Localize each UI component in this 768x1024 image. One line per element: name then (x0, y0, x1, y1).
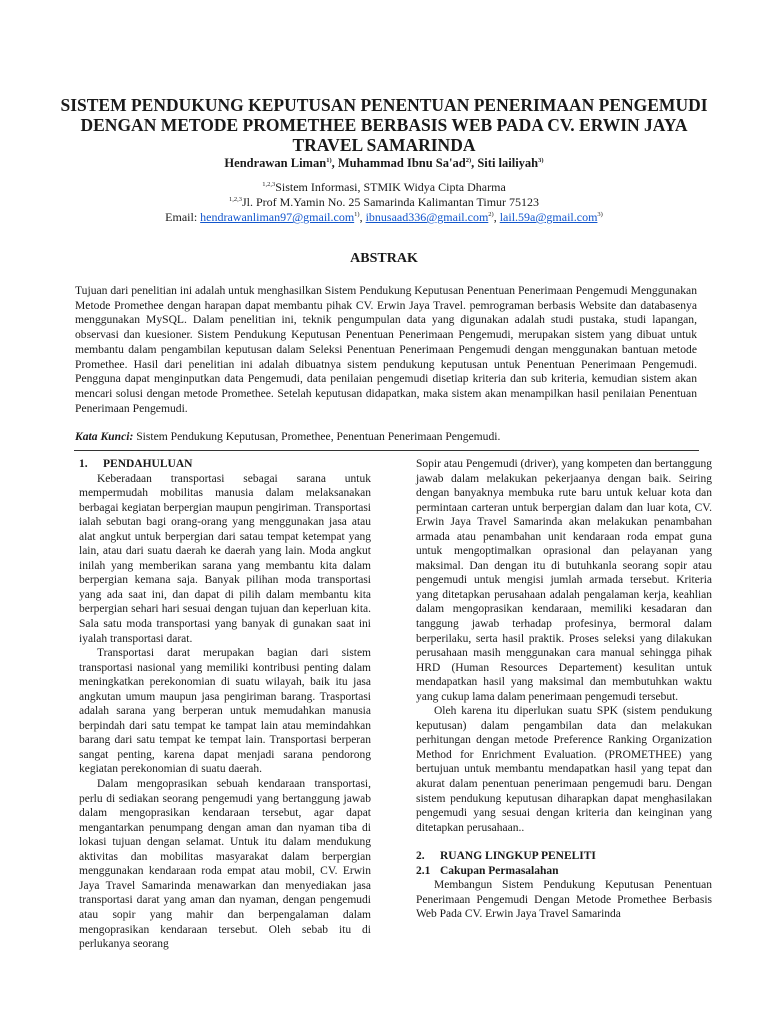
email-link[interactable]: ibnusaad336@gmail.com (365, 210, 489, 224)
author-list (60, 156, 708, 171)
spacer (416, 835, 712, 849)
affiliation-line (60, 180, 708, 195)
subsection-number: 2.1 (416, 864, 431, 877)
keywords-label: Kata Kunci: (75, 430, 134, 443)
section-number: 1. (79, 458, 88, 470)
email-separator: , (359, 210, 366, 224)
author-mark: 2) (465, 156, 472, 164)
author-name: , Siti lailiyah (471, 156, 539, 170)
email-mark: 2) (488, 211, 494, 218)
affiliation-text: Sistem Informasi, STMIK Widya Cipta Dharma (275, 180, 506, 194)
email-label: Email: (165, 210, 201, 224)
left-column (79, 457, 371, 952)
author-name: Hendrawan Liman (224, 156, 327, 170)
keywords (75, 430, 697, 443)
section-divider (74, 450, 699, 451)
subsection-heading (416, 864, 712, 879)
address-line (60, 195, 708, 210)
section-title: PENDAHULUAN (103, 458, 193, 470)
paragraph: Transportasi darat merupakan bagian dari sistem transportasi nasional yang memiliki kontribusi penting dalam meningkatkan perekonomian di suatu wilayah, baik itu jasa angkutan umum maupun jasa pengiriman barang. Trasportasi adalah sarana yang berperan untuk memudahkan manusia berpindah dari satu tempat ke tampat lain atau memindahkan barang dari satu tempat ke tempat lain. Transportasi berperan sangat penting, karena dapat menjadi sarana pendorong kegiatan perekonomian di suatu daerah. (79, 647, 371, 776)
author-mark: 1) (326, 156, 332, 164)
email-link[interactable]: hendrawanliman97@gmail.com (200, 210, 355, 224)
email-separator: , (493, 210, 500, 224)
email-mark: 1) (354, 211, 360, 218)
paragraph: Keberadaan transportasi sebagai sarana untuk mempermudah mobilitas manusia dalam melaksanakan berbagai kegiatan berpergian maupun pengiriman. Transportasi ialah sebutan bagi orang-orang yang menggunakan jasa atau alat angkut untuk berpergian dari satau tempat ketempat yang lain, atau dari suatu daerah ke daerah yang lain. Moda angkut inilah yang memberikan sarana yang membantu kita dalam berpergian kemana saja. Banyak pilihan moda transportasi yang ada saat ini, dan dapat di pilih dalam membantu kita berpergian sehari hari sesuai dengan tujuan dan keperluan kita. Sala satu moda transportasi yang banyak di gunakan saat ini iyalah transportasi darat. (79, 472, 371, 645)
section-heading (416, 849, 712, 864)
paragraph: Oleh karena itu diperlukan suatu SPK (sistem pendukung keputusan) dalam pengambilan data dan melakukan perhitungan dengan metode Preference Ranking Organization Method for Enrichment Evaluation. (PROMETHEE) yang bertujuan untuk membantu mendapatkan hasil yang tepat dan akurat dalam penentuan penerimaan pengemudi baru. Dengan sistem pendukung keputusan diharapkan dapat menghasilakan pengemudi yang sesuai dengan kriteria dan keinginan yang ditetapkan perusahaan.. (416, 705, 712, 834)
paragraph: Membangun Sistem Pendukung Keputusan Penentuan Penerimaan Pengemudi Dengan Metode Promethee Berbasis Web Pada CV. Erwin Jaya Travel Samarinda (416, 879, 712, 921)
section-number: 2. (416, 850, 425, 863)
paragraph: Dalam mengoprasikan sebuah kendaraan transportasi, perlu di sediakan seorang pengemudi yang bertanggung jawab dalam mengoprasikan kendaraan tersebut, agar dapat mengantarkan penumpang dengan aman dan nyaman tiba di lokasi tujuan dengan selamat. Untuk itu dalam mendukung aktivitas dan mobilitas masyarakat dalam berpergian menggunakan kendaraan roda empat atau mobil, CV. Erwin Jaya Travel Samarinda menawarkan dan menyediakan jasa transportasi darat yang aman dan nyaman, dengan pengemudi atau sopir yang mahir dan berpengalaman dalam mengoprasikan kendaraan tersebut. Oleh sebab itu di perlukanya seorang (79, 778, 371, 951)
abstract-heading: ABSTRAK (350, 251, 418, 266)
paper-title: SISTEM PENDUKUNG KEPUTUSAN PENENTUAN PENERIMAAN PENGEMUDI DENGAN METODE PROMETHEE BERBASIS WEB PADA CV. ERWIN JAYA TRAVEL SAMARINDA (60, 95, 708, 155)
email-mark: 3) (597, 211, 603, 218)
abstract-body: Tujuan dari penelitian ini adalah untuk menghasilkan Sistem Pendukung Keputusan Penentuan Penerimaan Pengemudi Menggunakan Metode Promethee dengan harapan dapat membantu pihak CV. Erwin Jaya Travel. pemrograman berbasis Website dan databasenya menggunakan MySQL. Dalam penelitian ini, teknik pengumpulan data yang digunakan adalah studi pustaka, studi lapangan, observasi dan kuesioner. Sistem Pendukung Keputusan Penentuan Penerimaan Pengemudi, merupakan sistem yang dibuat untuk membantu dalam pengambilan keputusan dalam Seleksi Penentuan Penerimaan Pengemudi dengan menggunakan bantuan metode Promethee. Hasil dari penelitian ini adalah dibuatnya sistem pendukung keputusan untuk Penentuan Penerimaan Pengemudi. Pengguna dapat menginputkan data Pengemudi, data penilaian pengemudi disetiap kriteria dan sub kriteria, kemudian sistem akan mencari solusi dengan metode Promethee. Setelah keputusan didapatkan, maka sistem akan menampilkan hasil penilaian Penentuan Penerimaan Pengemudi. (75, 284, 697, 415)
paragraph: Sopir atau Pengemudi (driver), yang kompeten dan bertanggung jawab dalam melakukan pekerjaanya dengan baik. Seiring dengan banyaknya membuka rute baru untuk keluar kota dan permintaan carteran untuk berpergian dalam dan luar kota, CV. Erwin Jaya Travel Samarinda akan melakukan penambahan armada atau penambahan unit kendaraan roda empat guna untuk mengoptimalkan oprasional dan pelayanan yang maksimal. Dan dengan itu di butuhkanla seorang sopir atau pengemudi untuk mengisi jumlah armada tersebut. Kriteria yang ditetapkan perusahaan adalah pengalaman kerja, keahlian dalam mengoprasikan kendaraan, memiliki kesadaran dan tanggung jawab terhadap profesinya, bermoral dalam berperilaku, serta hasil praktik. Proses seleksi yang dilakukan perusahaan masih menggunakan cara manual sehingga pihak HRD (Human Resources Departement) kesulitan untuk mendapatkan hasil yang maksimal dan membutuhkan waktu yang cukup lama dalam penerimaan pengemudi tersebut. (416, 458, 712, 703)
address-mark: 1,2,3 (228, 196, 242, 203)
author-mark: 3) (538, 156, 544, 164)
section-heading (79, 457, 371, 472)
email-link[interactable]: lail.59a@gmail.com (499, 210, 598, 224)
affiliation-mark: 1,2,3 (262, 181, 276, 188)
author-name: , Muhammad Ibnu Sa'ad (331, 156, 466, 170)
keywords-text: Sistem Pendukung Keputusan, Promethee, Penentuan Penerimaan Pengemudi. (133, 430, 501, 443)
right-column (416, 457, 712, 922)
section-title: RUANG LINGKUP PENELITI (440, 850, 596, 863)
email-line (60, 210, 708, 225)
subsection-title: Cakupan Permasalahan (440, 864, 559, 877)
address-text: Jl. Prof M.Yamin No. 25 Samarinda Kalimantan Timur 75123 (241, 195, 540, 209)
